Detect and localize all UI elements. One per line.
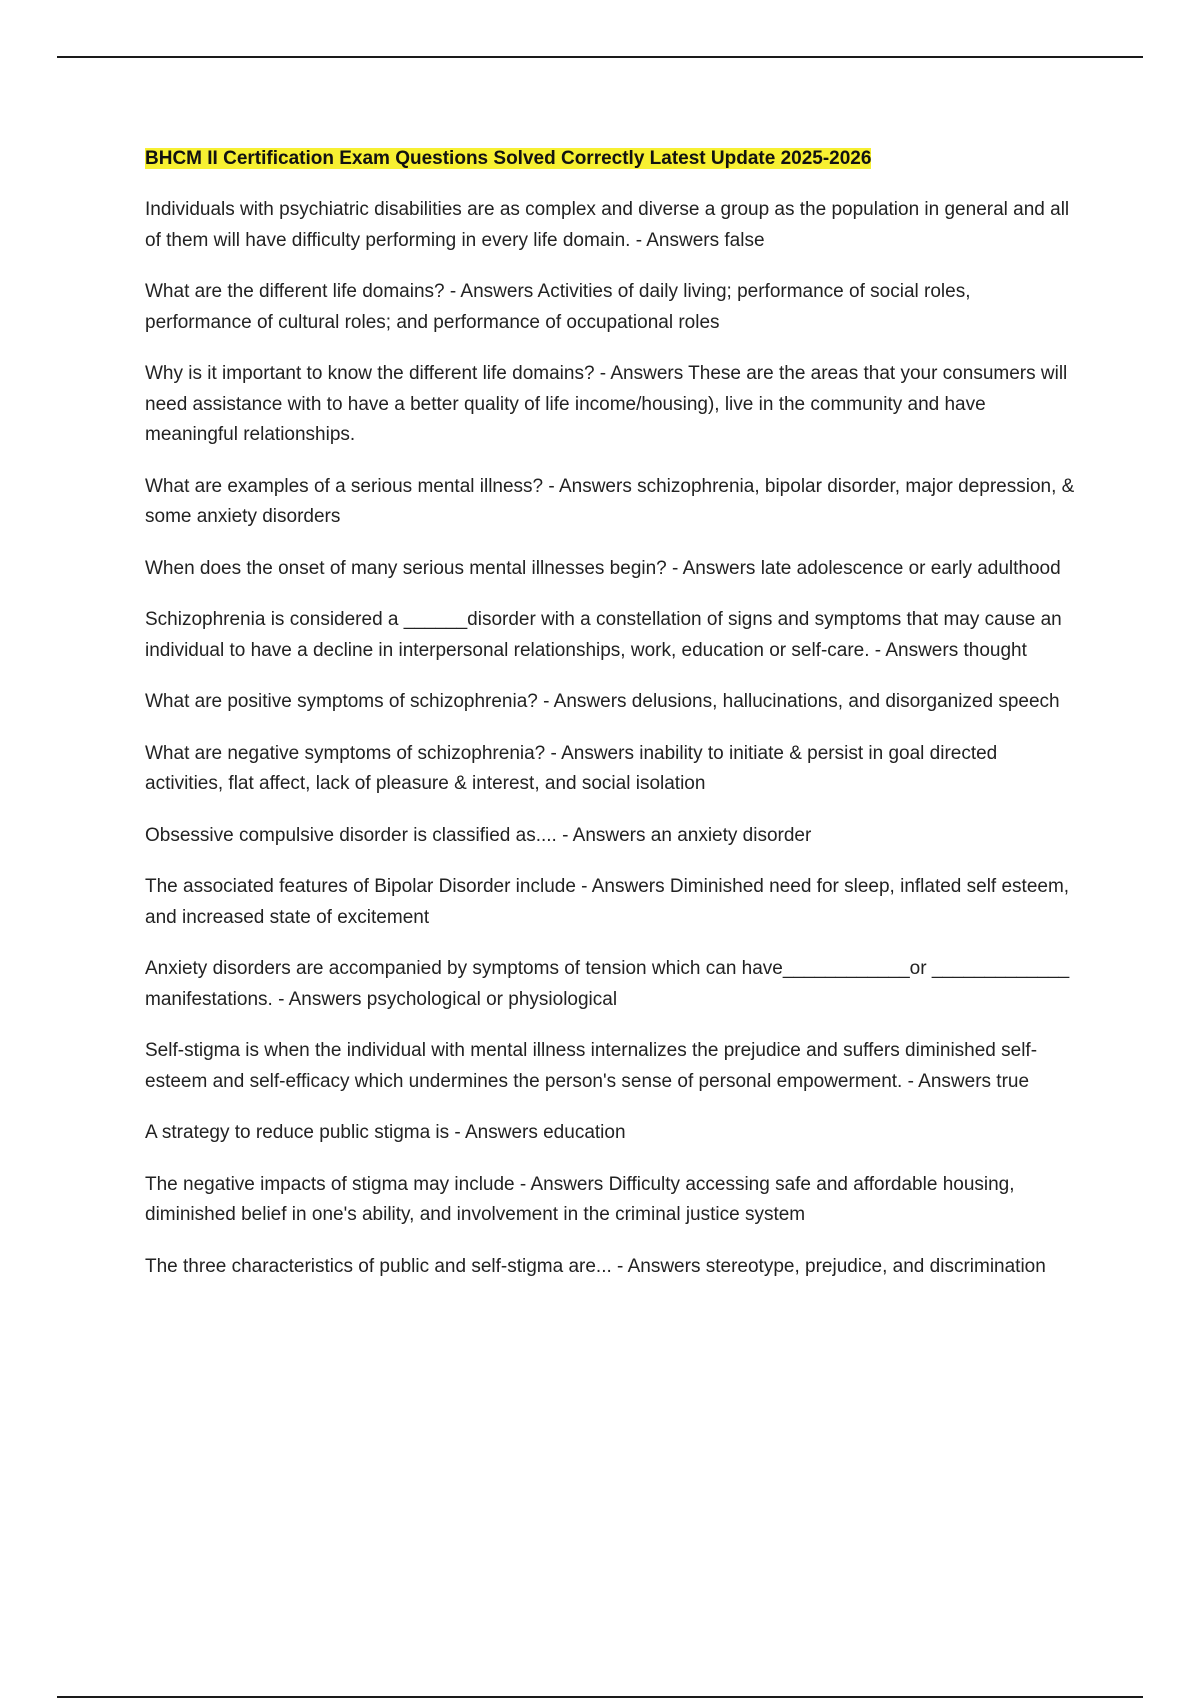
qa-item: Obsessive compulsive disorder is classified as.... - Answers an anxiety disorder	[145, 824, 812, 846]
qa-item: The three characteristics of public and self-stigma are... - Answers stereotype, prejudice, and discrimination	[145, 1255, 1046, 1277]
bottom-rule	[57, 1696, 1143, 1698]
document-title: BHCM II Certification Exam Questions Solved Correctly Latest Update 2025-2026	[145, 148, 872, 169]
qa-item: Individuals with psychiatric disabilities are as complex and diverse a group as the population in general and all of them will have difficulty performing in every life domain. - Answers false	[145, 199, 1070, 251]
qa-item: What are examples of a serious mental illness? - Answers schizophrenia, bipolar disorder, major depression, & some anxiety disorders	[145, 475, 1075, 527]
qa-item: Schizophrenia is considered a ______disorder with a constellation of signs and symptoms that may cause an individual to have a decline in interpersonal relationships, work, education or self-care. - Answers thought	[145, 609, 1062, 661]
qa-item: Anxiety disorders are accompanied by symptoms of tension which can have____________or _____________ manifestations. - Answers psychological or physiological	[145, 958, 1070, 1010]
title-line	[145, 146, 1080, 173]
document-body	[145, 146, 1080, 1303]
qa-item: When does the onset of many serious mental illnesses begin? - Answers late adolescence or early adulthood	[145, 557, 1061, 579]
qa-item: A strategy to reduce public stigma is - Answers education	[145, 1122, 626, 1143]
qa-item: The associated features of Bipolar Disorder include - Answers Diminished need for sleep, inflated self esteem, and increased state of excitement	[145, 876, 1070, 928]
qa-item: What are negative symptoms of schizophrenia? - Answers inability to initiate & persist in goal directed activities, flat affect, lack of pleasure & interest, and social isolation	[145, 742, 998, 794]
qa-item: What are the different life domains? - Answers Activities of daily living; performance of social roles, performance of cultural roles; and performance of occupational roles	[145, 281, 971, 333]
qa-item: The negative impacts of stigma may include - Answers Difficulty accessing safe and affordable housing, diminished belief in one's ability, and involvement in the criminal justice system	[145, 1173, 1015, 1225]
top-rule	[57, 56, 1143, 58]
qa-item: Self-stigma is when the individual with mental illness internalizes the prejudice and suffers diminished self-esteem and self-efficacy which undermines the person's sense of personal empowerment. - Answers true	[145, 1040, 1038, 1092]
qa-item: What are positive symptoms of schizophrenia? - Answers delusions, hallucinations, and disorganized speech	[145, 691, 1060, 712]
qa-item: Why is it important to know the different life domains? - Answers These are the areas that your consumers will need assistance with to have a better quality of life income/housing), live in the community and have meaningful relationships.	[145, 363, 1068, 445]
